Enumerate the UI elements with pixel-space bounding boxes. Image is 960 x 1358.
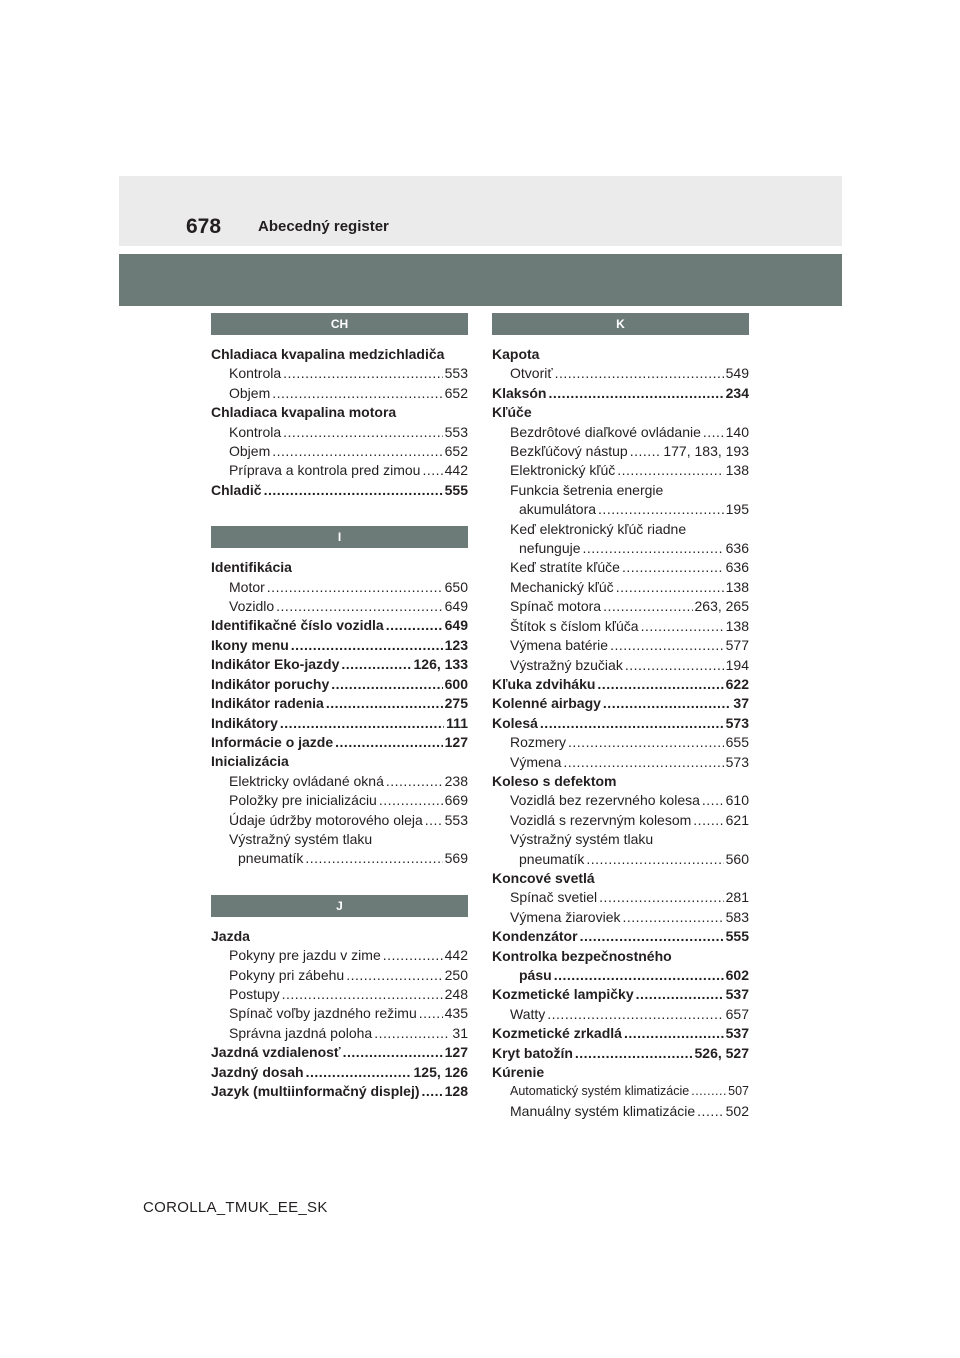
index-entry-page: 537 [725,986,749,1003]
index-entry [492,772,749,791]
index-entry-page: 127 [444,1044,468,1061]
dot-leader [272,442,442,461]
index-entry-term: Indikátory [211,714,278,731]
index-entry [492,791,749,810]
dot-leader [335,733,442,752]
index-entry [211,1063,468,1082]
index-entry-page: 621 [725,811,749,828]
dot-leader [343,1043,443,1062]
index-entry-term: Automatický systém klimatizácie [510,1084,690,1099]
dot-leader [283,364,442,383]
index-entry-term: Identifikácia [211,559,292,576]
index-entry-page: 250 [444,966,468,983]
index-entry-term: Kontrola [229,365,282,382]
index-entry-term: pásu [519,967,552,983]
index-entry-term: Kryt batožín [492,1044,573,1061]
dot-leader [383,946,443,965]
index-entry-term: Kozmetické zrkadlá [492,1025,622,1042]
index-entry-page: 140 [725,423,749,440]
index-entry-term: Vozidlo [229,598,275,615]
dot-leader [575,1044,693,1063]
section-letter-header: J [211,895,468,917]
dot-leader [264,481,443,500]
index-entry [211,830,468,849]
index-entry-page: 111 [446,714,468,731]
index-entry [492,1082,749,1101]
index-entry [492,888,749,907]
dot-leader [641,617,724,636]
index-entry-page: 553 [444,423,468,440]
header-band [119,254,842,306]
index-entry-page: 652 [444,384,468,401]
index-entry [492,1063,749,1082]
dot-leader [386,772,443,791]
index-entry-term: Koleso s defektom [492,772,617,789]
index-entry-term: Jazdný dosah [211,1063,304,1080]
index-entry [492,811,749,830]
dot-leader [583,539,724,558]
index-entry-page: 573 [725,753,749,770]
index-entry-page: 537 [725,1025,749,1042]
index-entry [492,636,749,655]
index-entry-term: Pokyny pre jazdu v zime [229,947,381,964]
index-entry [211,946,468,965]
index-entry-page: 602 [725,967,749,983]
index-entry [492,714,749,733]
index-entry-term: Bezkľúčový nástup [510,443,628,460]
index-entry-term: Objem [229,443,271,460]
index-entry [211,616,468,635]
dot-leader [283,423,442,442]
index-entry-page: 37 [733,695,749,712]
index-entry-term: Manuálny systém klimatizácie [510,1102,696,1119]
index-entry-term: Chladiaca kvapalina medzichladiča [211,346,445,362]
index-entry [492,753,749,772]
index-entry [211,733,468,752]
index-column-left [211,313,468,1101]
index-entry-page: 657 [725,1005,749,1022]
dot-leader [379,791,443,810]
index-entry-term: Ikony menu [211,636,289,653]
page-title: Abecedný register [258,218,389,235]
dot-leader [326,694,443,713]
index-entry-term: Informácie o jazde [211,733,334,750]
dot-leader [280,714,444,733]
index-entry [211,849,468,868]
index-entry [211,1043,468,1062]
index-entry [211,364,468,383]
index-entry-term: Keď elektronický kľúč riadne [510,520,687,537]
index-entry-term: pneumatík [519,850,585,867]
dot-leader [272,384,442,403]
index-entry [492,947,749,966]
index-entry [492,481,749,500]
dot-leader [540,714,724,733]
index-entry-page: 573 [725,714,749,731]
index-entry-term: Kapota [492,346,540,362]
index-entry [211,1082,468,1101]
dot-leader [610,636,724,655]
index-entry-term: Spínač svetiel [510,889,598,906]
dot-leader [623,908,724,927]
index-entry [492,578,749,597]
dot-leader [597,675,723,694]
index-entry-term: Pokyny pri zábehu [229,966,345,983]
index-entry-page: 655 [725,734,749,751]
dot-leader [306,1063,412,1082]
dot-leader [276,597,442,616]
index-entry-page: 126, 133 [413,656,468,673]
dot-leader [291,636,443,655]
index-entry-term: Funkcia šetrenia energie [510,481,664,498]
dot-leader [603,597,692,616]
dot-leader [630,442,662,461]
index-entry-page: 610 [725,792,749,809]
index-entry-term: Indikátor poruchy [211,675,330,692]
index-entry-page: 650 [444,578,468,595]
index-entry-term: nefunguje [519,540,581,557]
index-entry-page: 502 [725,1102,749,1119]
index-entry [211,442,468,461]
dot-leader [374,1024,450,1043]
section-gap [211,500,468,526]
index-entry [211,1004,468,1023]
index-entry [211,811,468,830]
index-entry [211,384,468,403]
index-entry-page: 600 [444,675,468,692]
header-top-panel [119,176,842,246]
section-letter-header: K [492,313,749,335]
index-entry [492,539,749,558]
index-entry [492,345,749,364]
dot-leader [547,1005,723,1024]
index-entry-term: pneumatík [238,850,304,867]
dot-leader [702,791,724,810]
dot-leader [625,656,724,675]
index-entry-page: 577 [725,637,749,654]
index-entry-page: 560 [725,850,749,867]
index-entry-term: Identifikačné číslo vozidla [211,617,384,634]
dot-leader [622,558,724,577]
index-entry-term: Jazda [211,927,250,944]
index-entry-page: 248 [444,985,468,1002]
index-entry-term: Údaje údržby motorového oleja [229,811,423,828]
index-entry-term: Výmena [510,753,562,770]
index-entry-term: Jazyk (multiinformačný displej) [211,1083,420,1099]
index-entry [211,558,468,577]
index-entry-term: Štítok s číslom kľúča [510,617,639,634]
index-entry [211,675,468,694]
dot-leader [586,850,723,869]
dot-leader [697,1102,723,1121]
index-entry-page: 636 [725,559,749,576]
index-entry-term: Kľúče [492,404,532,421]
dot-leader [386,616,443,635]
section-gap [211,869,468,895]
index-entry-page: 555 [725,928,749,945]
index-entry [211,985,468,1004]
index-entry-page: 138 [725,578,749,595]
index-entry-term: Motor [229,578,265,595]
index-entry-page: 442 [444,947,468,964]
index-entry-page: 649 [444,617,468,634]
index-entry-term: Kolenné airbagy [492,695,601,712]
index-entry-term: Rozmery [510,734,567,751]
index-entry-page: 435 [444,1005,468,1022]
index-entry [492,733,749,752]
index-entry-page: 128 [444,1083,468,1099]
index-entry [492,500,749,519]
index-entry-term: Výmena batérie [510,637,609,654]
index-entry [211,1024,468,1043]
index-entry [492,908,749,927]
dot-leader [282,985,443,1004]
index-entry [492,966,749,985]
index-entry [492,985,749,1004]
dot-leader [693,811,723,830]
index-entry-term: Indikátor radenia [211,695,324,712]
dot-leader [599,888,723,907]
dot-leader [554,966,724,985]
dot-leader [568,733,724,752]
index-entry [211,772,468,791]
index-entry [492,442,749,461]
dot-leader [703,423,724,442]
index-entry-page: 555 [444,481,468,498]
index-entry-term: Výstražný bzučiak [510,656,623,673]
index-entry-page: 669 [444,792,468,809]
index-entry-term: Kondenzátor [492,928,578,945]
index-entry [211,481,468,500]
dot-leader [425,811,443,830]
index-entry [492,461,749,480]
section-letter-header: CH [211,313,468,335]
index-entry [211,423,468,442]
index-entry [492,597,749,616]
index-entry-page: 526, 527 [694,1044,749,1061]
index-entry-term: Koncové svetlá [492,869,595,886]
index-entry-page: 263, 265 [694,598,749,615]
index-entry [211,966,468,985]
index-entry [211,403,468,422]
index-entry [492,1044,749,1063]
index-entry-page: 553 [444,811,468,828]
index-entry [492,1005,749,1024]
index-entry-term: Kľuka zdviháku [492,675,596,692]
index-entry [492,656,749,675]
index-entry-page: 234 [725,384,749,401]
index-entry-page: 549 [725,365,749,382]
index-entry [492,694,749,713]
index-entry-term: Kontrola [229,423,282,440]
dot-leader [624,1024,724,1043]
dot-leader [305,849,442,868]
dot-leader [422,1082,443,1101]
index-entry-page: 138 [725,617,749,634]
dot-leader [636,985,724,1004]
index-entry [211,636,468,655]
dot-leader [616,578,724,597]
index-entry-page: 125, 126 [413,1063,468,1080]
index-entry-page: 281 [725,889,749,906]
index-entry [211,927,468,946]
index-entry-term: Postupy [229,985,280,1002]
index-entry-page: 507 [728,1084,749,1099]
index-entry-term: Keď stratíte kľúče [510,559,620,576]
index-entry [492,1102,749,1121]
index-entry [492,558,749,577]
index-entry-page: 138 [725,462,749,479]
dot-leader [422,461,442,480]
index-entry-term: Vozidlá s rezervným kolesom [510,811,692,828]
index-entry-term: Príprava a kontrola pred zimou [229,462,421,479]
dot-leader [603,694,732,713]
index-entry-term: Kolesá [492,714,538,731]
index-entry [492,364,749,383]
dot-leader [341,655,411,674]
index-entry-page: 649 [444,598,468,615]
index-entry-term: Bezdrôtové diaľkové ovládanie [510,423,701,440]
dot-leader [419,1004,443,1023]
index-entry-term: Jazdná vzdialenosť [211,1044,341,1061]
index-entry-page: 31 [452,1024,468,1041]
index-entry-page: 636 [725,540,749,557]
document-code: COROLLA_TMUK_EE_SK [143,1199,328,1216]
index-entry-term: akumulátora [519,501,597,518]
dot-leader [598,500,724,519]
dot-leader [691,1082,726,1101]
index-entry [492,850,749,869]
index-entry [492,617,749,636]
index-entry-page: 127 [444,733,468,750]
index-entry-term: Objem [229,384,271,401]
index-entry [492,384,749,403]
index-entry-term: Položky pre inicializáciu [229,792,377,809]
page-number: 678 [186,215,222,238]
dot-leader [548,384,723,403]
index-entry-page: 275 [444,695,468,712]
index-entry [492,830,749,849]
index-entry-page: 652 [444,443,468,460]
index-entry-page: 177, 183, 193 [663,443,749,460]
index-column-right [492,313,749,1121]
index-entry [211,694,468,713]
index-entry-term: Chladič [211,481,262,498]
index-entry [211,461,468,480]
index-entry [211,714,468,733]
index-entry-page: 238 [444,772,468,789]
index-entry-page: 123 [444,636,468,653]
dot-leader [267,578,443,597]
index-entry [211,597,468,616]
index-entry-term: Vozidlá bez rezervného kolesa [510,792,700,809]
index-entry [211,345,468,364]
index-entry-term: Spínač motora [510,598,602,615]
index-entry [492,520,749,539]
index-entry-term: Výmena žiaroviek [510,908,621,925]
section-letter-header: I [211,526,468,548]
index-entry-term: Spínač voľby jazdného režimu [229,1005,417,1022]
index-entry [211,578,468,597]
index-entry [492,403,749,422]
dot-leader [617,461,723,480]
index-entry-term: Výstražný systém tlaku [510,831,654,848]
index-entry-term: Indikátor Eko-jazdy [211,656,340,673]
index-entry-page: 569 [444,850,468,867]
dot-leader [346,966,442,985]
index-entry-term: Kúrenie [492,1064,545,1081]
index-entry [492,927,749,946]
index-entry-page: 195 [725,501,749,518]
index-entry-term: Správna jazdná poloha [229,1024,373,1041]
index-entry-term: Kontrolka bezpečnostného [492,947,672,964]
index-entry-term: Elektronický kľúč [510,462,616,479]
index-entry-term: Elektricky ovládané okná [229,772,384,789]
index-entry-term: Výstražný systém tlaku [229,830,373,847]
dot-leader [563,753,723,772]
dot-leader [555,364,724,383]
index-entry-page: 583 [725,908,749,925]
index-entry-term: Klaksón [492,384,547,401]
index-entry [211,655,468,674]
index-entry-page: 442 [444,462,468,479]
index-entry [492,675,749,694]
index-entry [211,752,468,771]
index-entry-term: Otvoriť [510,365,553,382]
dot-leader [331,675,442,694]
index-entry-page: 194 [725,656,749,673]
index-entry-term: Mechanický kľúč [510,578,614,595]
index-entry-page: 622 [725,675,749,692]
index-entry-term: Watty [510,1005,546,1022]
index-entry-term: Inicializácia [211,753,289,770]
index-entry [211,791,468,810]
index-entry [492,423,749,442]
index-entry-term: Kozmetické lampičky [492,986,634,1003]
index-entry [492,869,749,888]
index-entry-page: 553 [444,365,468,382]
index-entry-term: Chladiaca kvapalina motora [211,404,397,421]
index-entry [492,1024,749,1043]
dot-leader [580,927,724,946]
